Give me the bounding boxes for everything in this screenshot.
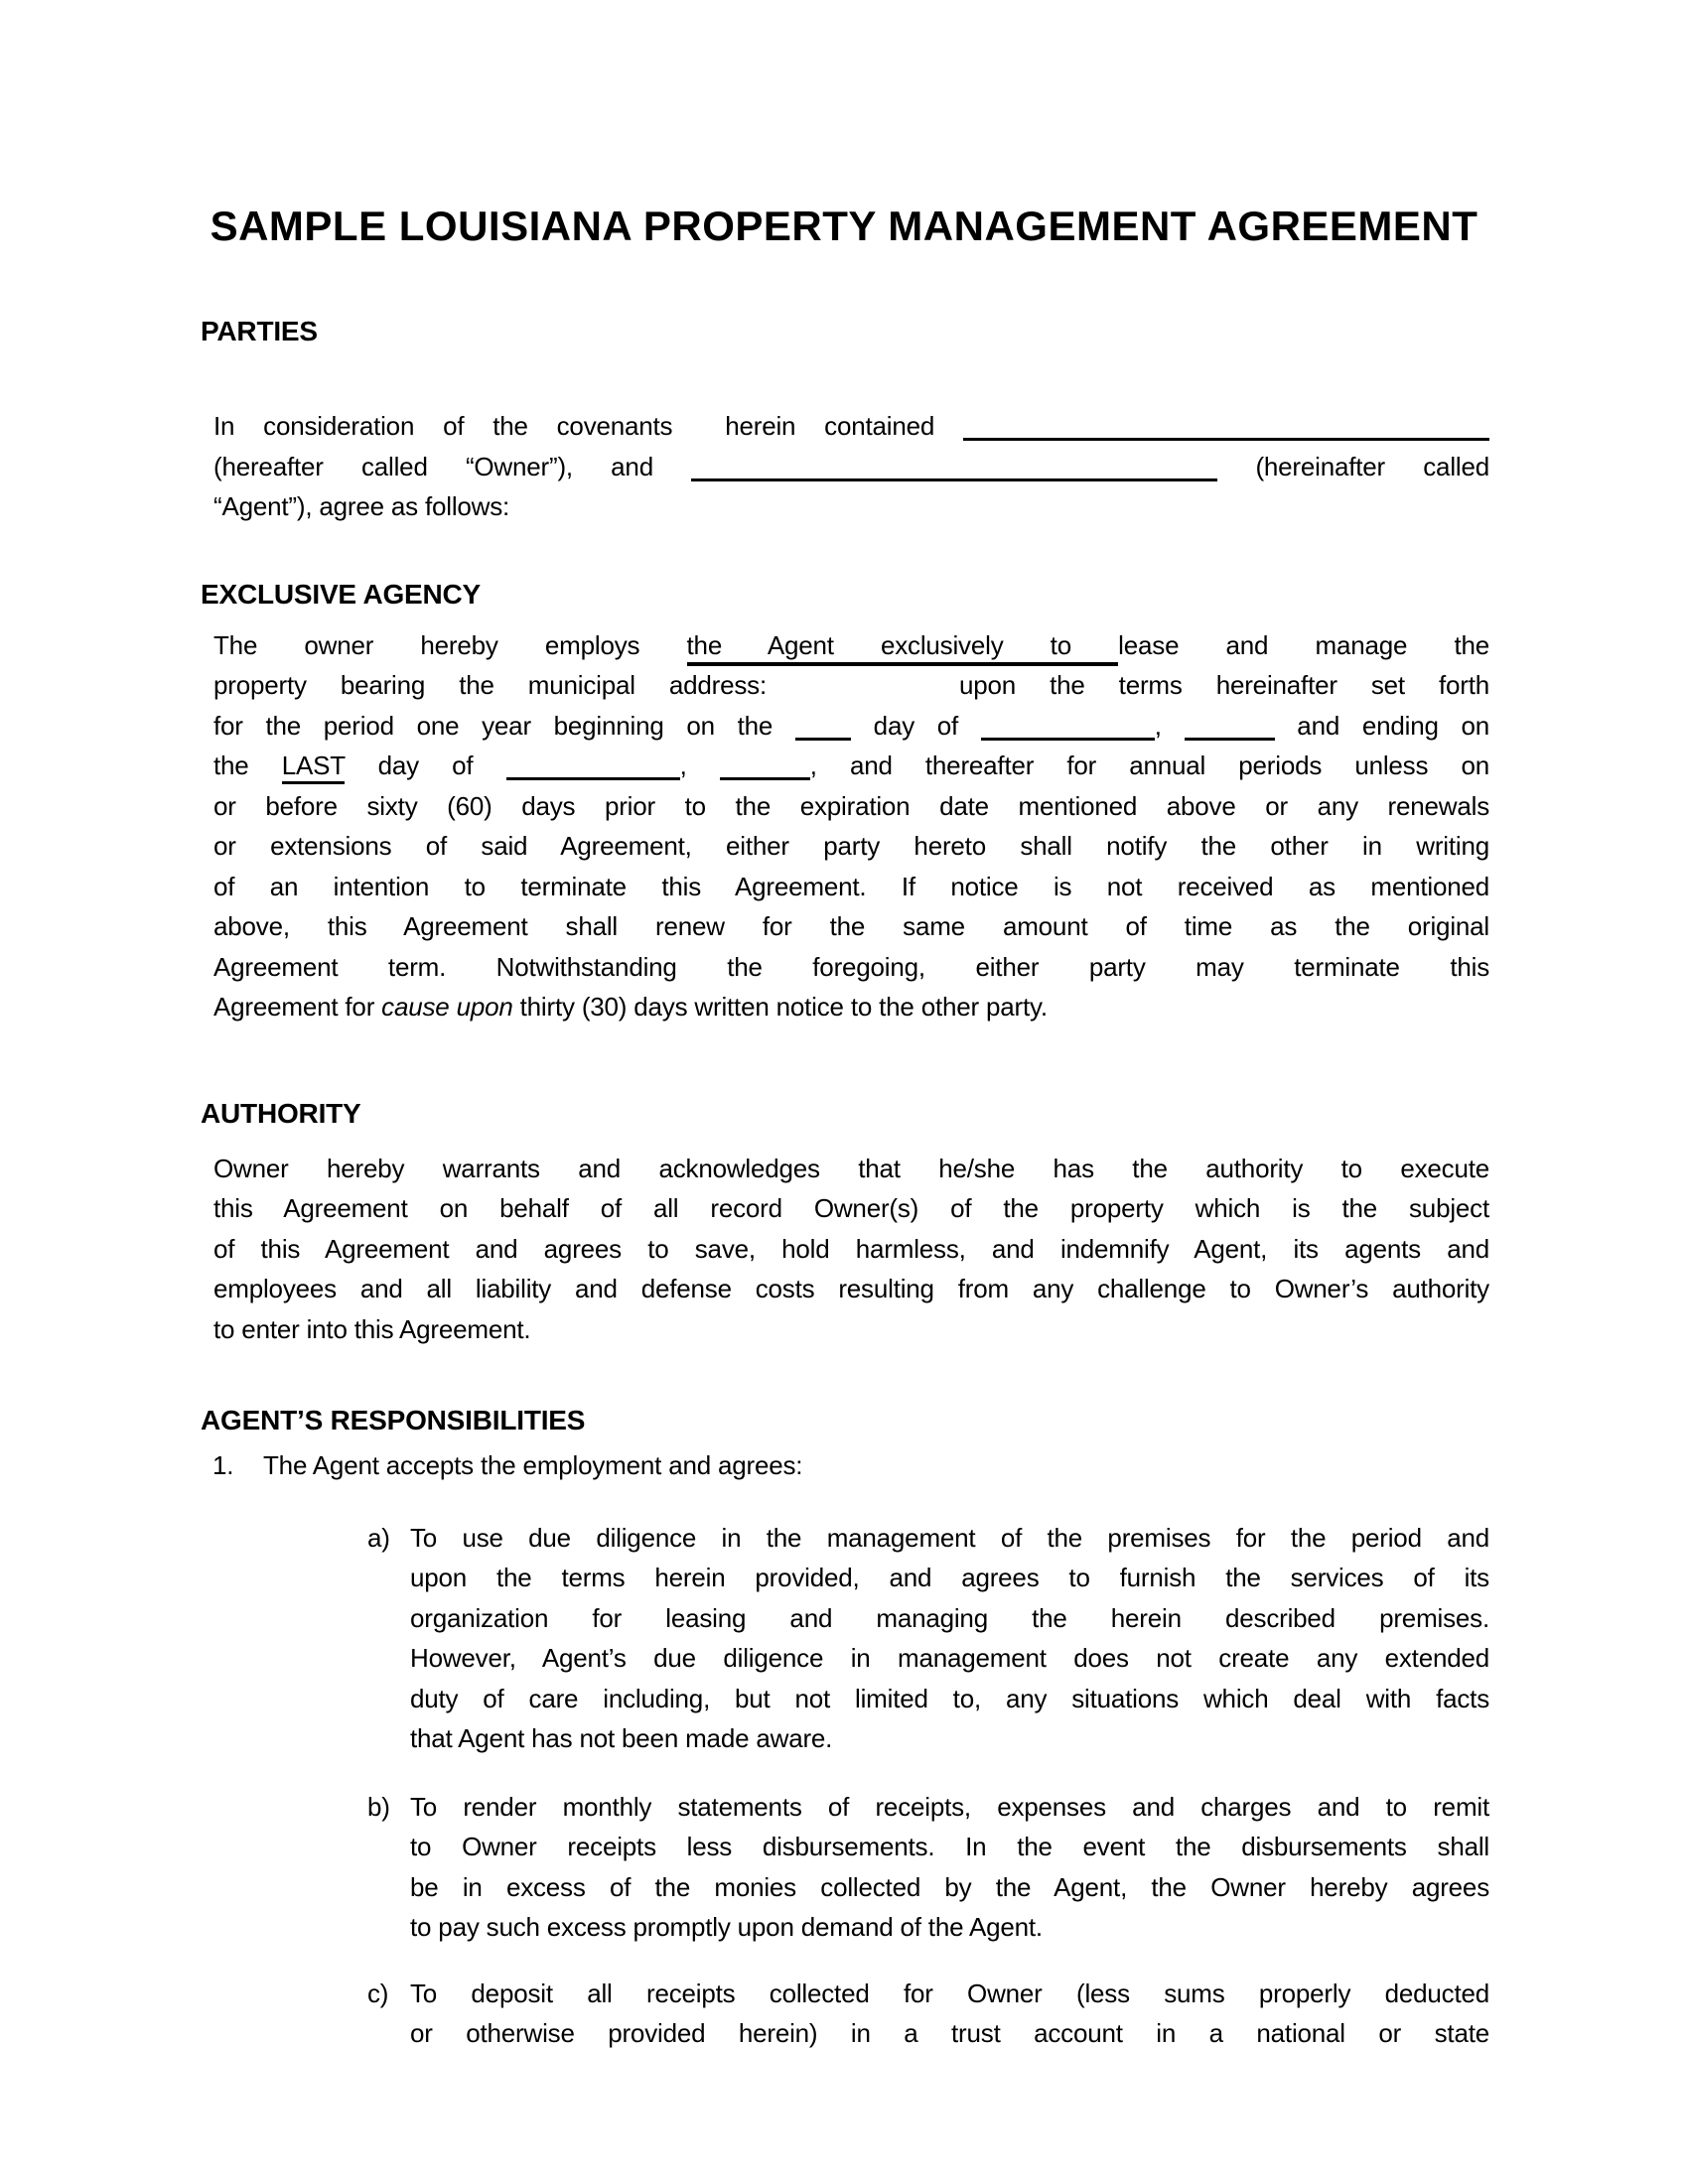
clause-lines — [410, 1518, 1489, 1759]
text-run: for the period one year beginning on the — [213, 710, 795, 741]
text-run: Agreement for — [213, 992, 382, 1022]
text-run: be in excess of the monies collected by the Agent, the Owner hereby agrees — [410, 1871, 1489, 1902]
text-line — [213, 1269, 1489, 1309]
text-run: that Agent has not been made aware. — [410, 1723, 833, 1753]
text-run: lease and manage the — [1118, 629, 1490, 660]
section-heading-authority: AUTHORITY — [201, 1097, 361, 1129]
text-run: To use due diligence in the management of the premises for the period and — [410, 1522, 1489, 1553]
text-line — [213, 826, 1489, 867]
text-line — [213, 1309, 1489, 1350]
text-run: , and thereafter for annual periods unless on — [809, 751, 1489, 780]
text-line — [410, 2013, 1489, 2054]
section-heading-parties: PARTIES — [201, 316, 318, 346]
blank-field[interactable] — [691, 453, 1217, 481]
paragraph — [213, 406, 1489, 527]
blank-field[interactable] — [981, 712, 1155, 741]
text-line — [263, 1445, 1489, 1486]
text-run: To deposit all receipts collected for Owner (less sums properly deducted — [410, 1978, 1489, 2008]
text-line — [213, 786, 1489, 827]
text-run: “Agent”), agree as follows: — [213, 491, 510, 521]
text-line — [410, 1718, 1489, 1759]
text-line — [213, 665, 1489, 706]
section-exclusive-agency — [201, 575, 1489, 1027]
clause-lines — [263, 1445, 1489, 1486]
numbered-clause — [212, 1445, 1489, 1486]
text-run: to Owner receipts less disbursements. In the event the disbursements shall — [410, 1832, 1489, 1861]
text-gap — [672, 434, 696, 435]
clause-marker: b) — [367, 1791, 390, 1822]
text-run: above, this Agreement shall renew for the same amount of time as the original — [213, 911, 1489, 941]
document-body — [0, 312, 1688, 2054]
text-run: the Agent exclusively to — [687, 630, 1119, 666]
text-run: , — [679, 751, 720, 780]
text-run: In consideration of the covenants — [213, 411, 673, 441]
text-run: or before sixty (60) days prior to the expiration date mentioned above or any renewals — [213, 790, 1489, 821]
text-run: However, Agent’s due diligence in management does not create any extended — [410, 1643, 1489, 1673]
lettered-clause — [367, 1518, 1489, 1759]
blank-field[interactable] — [795, 712, 851, 741]
section-heading-exclusive-agency: EXCLUSIVE AGENCY — [201, 578, 482, 610]
text-line — [410, 1638, 1489, 1679]
text-run: day of — [850, 710, 981, 741]
section-authority — [201, 1094, 1489, 1350]
text-run: The Agent accepts the employment and agrees: — [263, 1450, 803, 1480]
lettered-clause — [367, 1974, 1489, 2054]
text-line — [213, 486, 1489, 527]
text-line — [410, 1598, 1489, 1639]
text-line — [213, 947, 1489, 988]
text-line — [410, 1974, 1489, 2014]
document-title: SAMPLE LOUISIANA PROPERTY MANAGEMENT AGREEMENT — [210, 203, 1478, 249]
text-line — [213, 906, 1489, 947]
clause-lines — [410, 1787, 1489, 1948]
paragraph — [213, 625, 1489, 1027]
text-run: Owner hereby warrants and acknowledges that he/she has the authority to execute — [213, 1153, 1489, 1183]
clause-marker: c) — [367, 1978, 389, 2008]
blank-field[interactable] — [720, 751, 810, 780]
blank-field[interactable] — [963, 412, 1489, 441]
text-run: upon the terms herein provided, and agrees to furnish the services of its — [410, 1563, 1489, 1592]
section-parties — [201, 312, 1489, 527]
blank-field[interactable] — [1185, 712, 1275, 741]
text-line — [213, 1229, 1489, 1270]
text-run: , — [1154, 710, 1185, 741]
text-line — [213, 867, 1489, 907]
text-run: and ending on — [1274, 710, 1489, 741]
text-line — [213, 1188, 1489, 1229]
text-run: to pay such excess promptly upon demand of the Agent. — [410, 1912, 1043, 1942]
text-line — [410, 1907, 1489, 1948]
text-line — [410, 1827, 1489, 1867]
text-line — [410, 1518, 1489, 1559]
text-line — [213, 1149, 1489, 1189]
text-run: upon the terms hereinafter set forth — [924, 670, 1489, 700]
text-run: of an intention to terminate this Agreement. If notice is not received as mentioned — [213, 871, 1489, 901]
text-run: this Agreement on behalf of all record Owner(s) of the property which is the subject — [213, 1193, 1489, 1223]
lettered-clause — [367, 1787, 1489, 1948]
text-line — [213, 987, 1489, 1027]
text-run: cause upon — [381, 992, 513, 1022]
text-line — [213, 746, 1489, 786]
text-run: duty of care including, but not limited to, any situations which deal with facts — [410, 1683, 1489, 1713]
text-line — [410, 1679, 1489, 1719]
text-line — [410, 1787, 1489, 1828]
text-run: (hereinafter called — [1217, 451, 1489, 481]
text-gap — [767, 693, 925, 694]
text-run: or extensions of said Agreement, either party hereto shall notify the other in writing — [213, 831, 1489, 861]
text-run: employees and all liability and defense costs resulting from any challenge to Owner’s authority — [213, 1274, 1489, 1303]
text-line — [213, 706, 1489, 747]
text-run: thirty (30) days written notice to the other party. — [512, 992, 1048, 1022]
clause-marker: a) — [367, 1522, 390, 1553]
text-run: property bearing the municipal address: — [213, 670, 767, 700]
section-heading-agents-responsibilities: AGENT’S RESPONSIBILITIES — [201, 1405, 586, 1435]
text-run: the — [213, 751, 282, 780]
text-line — [410, 1558, 1489, 1598]
clause-marker: 1. — [212, 1450, 234, 1480]
paragraph — [213, 1149, 1489, 1350]
blank-field[interactable] — [506, 751, 680, 780]
text-run: day of — [345, 751, 506, 780]
text-line — [213, 447, 1489, 487]
text-run: to enter into this Agreement. — [213, 1313, 531, 1344]
text-line — [410, 1867, 1489, 1908]
text-run: LAST — [282, 751, 346, 784]
text-line — [213, 406, 1489, 447]
text-run: herein contained — [696, 411, 963, 441]
text-run: To render monthly statements of receipts, expenses and charges and to remit — [410, 1791, 1489, 1822]
text-run: The owner hereby employs — [213, 629, 687, 660]
text-run: Agreement term. Notwithstanding the foregoing, either party may terminate this — [213, 951, 1489, 982]
text-run: of this Agreement and agrees to save, hold harmless, and indemnify Agent, its agents and — [213, 1233, 1489, 1264]
text-line — [213, 625, 1489, 666]
text-run: organization for leasing and managing the herein described premises. — [410, 1602, 1489, 1633]
text-run: or otherwise provided herein) in a trust account in a national or state — [410, 2018, 1489, 2048]
section-agents-responsibilities — [201, 1401, 1489, 2054]
text-run: (hereafter called “Owner”), and — [213, 451, 692, 481]
clause-lines — [410, 1974, 1489, 2054]
